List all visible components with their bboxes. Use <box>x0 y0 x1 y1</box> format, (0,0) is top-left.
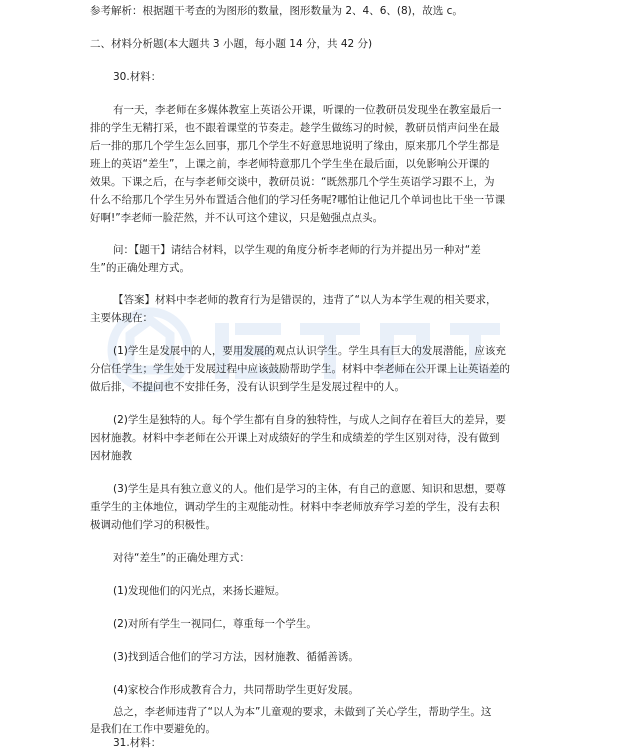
point-2-line: 因材施教 <box>90 450 132 462</box>
point-3-line: 重学生的主体地位，调动学生的主观能动性。材料中李老师放弃学习差的学生，没有去积 <box>90 501 500 513</box>
handling-title: 对待“差生”的正确处理方式： <box>113 552 250 564</box>
handling-item: (1)发现他们的闪光点，来扬长避短。 <box>113 585 286 597</box>
question-30-label: 30.材料： <box>113 71 162 83</box>
material-line: 好啊!”李老师一脸茫然，并不认可这个建议，只是勉强点点头。 <box>90 212 384 224</box>
section-title: 二、材料分析题(本大题共 3 小题，每小题 14 分，共 42 分) <box>90 38 373 50</box>
handling-item: (3)找到适合他们的学习方法，因材施教、循循善诱。 <box>113 651 359 663</box>
question-line: 问：【题干】请结合材料，以学生观的角度分析李老师的行为并提出另一种对“差 <box>113 244 481 256</box>
point-1-line: (1)学生是发展中的人，要用发展的观点认识学生。学生具有巨大的发展潜能，应该充 <box>113 345 506 357</box>
material-line: 什么不给那几个学生另外布置适合他们的学习任务呢?哪怕让他记几个单词也比干坐一节课 <box>90 194 506 206</box>
reference-answer: 参考解析：根据题干考查的为图形的数量，图形数量为 2、4、6、(8)，故选 c。 <box>90 5 463 17</box>
summary-line: 是我们在工作中要避免的。 <box>90 723 216 735</box>
point-3-line: (3)学生是具有独立意义的人。他们是学习的主体，有自己的意愿、知识和思想，要尊 <box>113 483 506 495</box>
material-line: 有一天，李老师在多媒体教室上英语公开课，听课的一位教研员发现坐在教室最后一 <box>113 104 502 116</box>
answer-intro-line: 主要体现在： <box>90 312 153 324</box>
point-2-line: (2)学生是独特的人。每个学生都有自身的独特性，与成人之间存在着巨大的差异，要 <box>113 414 506 426</box>
summary-line: 总之，李老师违背了“以人为本”儿童观的要求，未做到了关心学生，帮助学生。这 <box>113 706 492 718</box>
material-line: 班上的英语“差生”，上课之前，李老师特意那几个学生坐在最后面，以免影响公开课的 <box>90 158 490 170</box>
point-2-line: 因材施教。材料中李老师在公开课上对成绩好的学生和成绩差的学生区别对待，没有做到 <box>90 432 500 444</box>
question-31-label: 31.材料： <box>113 737 162 749</box>
material-line: 后一排的那几个学生怎么回事，那几个学生不好意思地说明了缘由，原来那几个学生都是 <box>90 140 500 152</box>
point-1-line: 做后排，不提问也不安排任务，没有认识到学生是发展过程中的人。 <box>90 381 405 393</box>
handling-item: (4)家校合作形成教育合力，共同帮助学生更好发展。 <box>113 684 359 696</box>
point-3-line: 极调动他们学习的积极性。 <box>90 519 216 531</box>
material-line: 效果。下课之后，在与李老师交谈中，教研员说：“既然那几个学生英语学习跟不上，为 <box>90 176 495 188</box>
handling-item: (2)对所有学生一视同仁，尊重每一个学生。 <box>113 618 317 630</box>
question-line: 生”的正确处理方式。 <box>90 262 190 274</box>
material-line: 排的学生无精打采，也不跟着课堂的节奏走。趁学生做练习的时候，教研员悄声问坐在最 <box>90 122 500 134</box>
answer-intro-line: 【答案】材料中李老师的教育行为是错误的，违背了“以人为本学生观的相关要求， <box>113 294 497 306</box>
point-1-line: 分信任学生；学生处于发展过程中应该鼓励帮助学生。材料中李老师在公开课上让英语差的 <box>90 363 510 375</box>
